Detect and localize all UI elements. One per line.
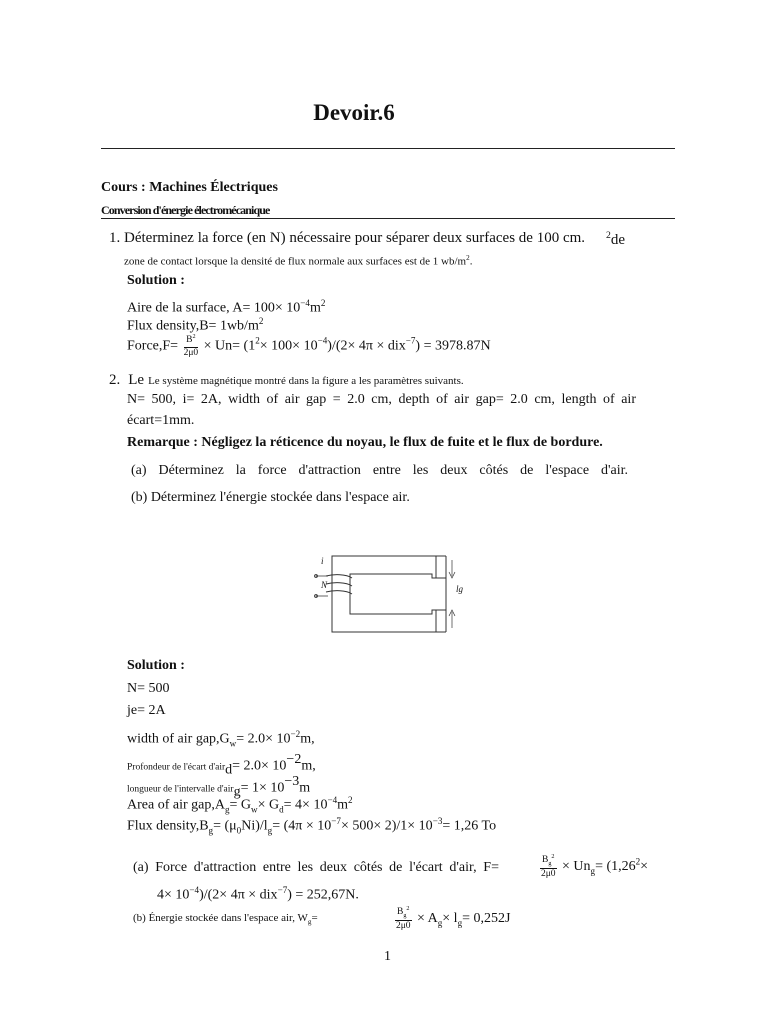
figure-label-current: i xyxy=(321,556,324,566)
figure-label-turns: N xyxy=(321,580,328,590)
q1-force-fraction: $\frac{B^2}{2\mu 0}$ xyxy=(183,334,199,358)
q2-intro-line: 2. Le Le système magnétique montré dans la figure a les paramètres suivants. xyxy=(109,372,464,388)
q2-params-line1: N= 500, i= 2A, width of air gap = 2.0 cm, depth of air gap= 2.0 cm, length of air xyxy=(127,392,636,407)
q2-part-a: (a) Déterminez la force d'attraction entre les deux côtés de l'espace d'air. xyxy=(131,463,628,478)
q2-answer-b-expression: $\frac{B_g^2}{2\mu 0}$ × $A_g\times l_g= 0,252J$ xyxy=(395,906,511,932)
q1-text-line2: zone de contact lorsque la densité de flux normale aux surfaces est de 1 $wb/m^2$. xyxy=(124,254,473,268)
q2-answer-a-expression: $\frac{B_g^2}{2\mu 0}$ × $Un_g= (1,26^2\times$ xyxy=(540,854,649,880)
q2-answer-b-fraction: $\frac{B_g^2}{2\mu 0}$ xyxy=(395,906,411,932)
page-number: 1 xyxy=(384,949,391,964)
q2-solution-label: Solution : xyxy=(127,658,185,673)
q2-solution-area: Area of air $gap,A_g= G_w\times G_d= 4\times 10^{-4}m^2$ xyxy=(127,795,353,815)
q2-solution-n: N= 500 xyxy=(127,681,170,696)
q2-part-b: (b) Déterminez l'énergie stockée dans l'espace air. xyxy=(131,490,410,505)
q1-force-line: Force,F= $\frac{B^2}{2\mu 0}$ × $Un= (1^2\times 100\times 10^{-4})/(2\times 4\pi \times dix^{-7}) = 3978.87N$ xyxy=(127,334,491,358)
q2-solution-flux: Flux $density,B_g= (\mu_0Ni)/l_g= (4\pi \times 10^{-7}\times 500\times 2)/1\times 10^{-3}= 1,26$ To xyxy=(127,816,497,836)
q2-remark: Remarque : Négligez la réticence du noyau, le flux de fuite et le flux de bordure. xyxy=(127,435,603,450)
q2-params-line2: écart=1mm. xyxy=(127,413,195,428)
figure-label-gap: lg xyxy=(456,584,464,594)
q2-answer-b-text: (b) Énergie stockée dans l'espace air, $W_g=$ xyxy=(133,912,318,927)
q1-area-line: Aire de la surface, $A= 100\times 10^{-4}m^2$ xyxy=(127,298,326,316)
subtitle-divider xyxy=(101,218,675,219)
q1-solution-label: Solution : xyxy=(127,273,185,288)
q2-answer-a-fraction: $\frac{B_g^2}{2\mu 0}$ xyxy=(540,854,556,880)
q2-solution-depth: Profondeur de l'écart $d'air_d= 2.0\times 10^{-2}m$, xyxy=(127,752,316,778)
q2-solution-width: width of air $gap,G_w= 2.0\times 10^{-2}m$, xyxy=(127,729,315,749)
section-subtitle: Conversion d'énergie électromécanique xyxy=(101,203,270,217)
page-title: Devoir.6 xyxy=(313,100,395,125)
q1-flux-line: Flux density,B= $1wb/m^2$ xyxy=(127,316,264,334)
title-divider xyxy=(101,148,675,149)
q2-answer-a-line2: $4\times 10^{-4})/(2\times 4\pi \times dix^{-7}) = 252,67N$. xyxy=(157,885,359,903)
q1-number: 1. xyxy=(109,230,121,246)
q1-text-line1: Déterminez la force (en N) nécessaire pour séparer deux surfaces de 100 cm. $^2$de xyxy=(124,230,625,248)
q2-answer-a-line1: (a) Force d'attraction entre les deux côtés de l'écart d'air, F= xyxy=(133,860,499,875)
magnetic-circuit-figure xyxy=(312,552,482,647)
course-heading: Cours : Machines Électriques xyxy=(101,180,278,195)
q2-solution-i: je= 2A xyxy=(127,703,166,718)
q2-solution-length: longueur de l'intervalle $d'air_g= 1\times 10^{-3}m$ xyxy=(127,774,311,800)
